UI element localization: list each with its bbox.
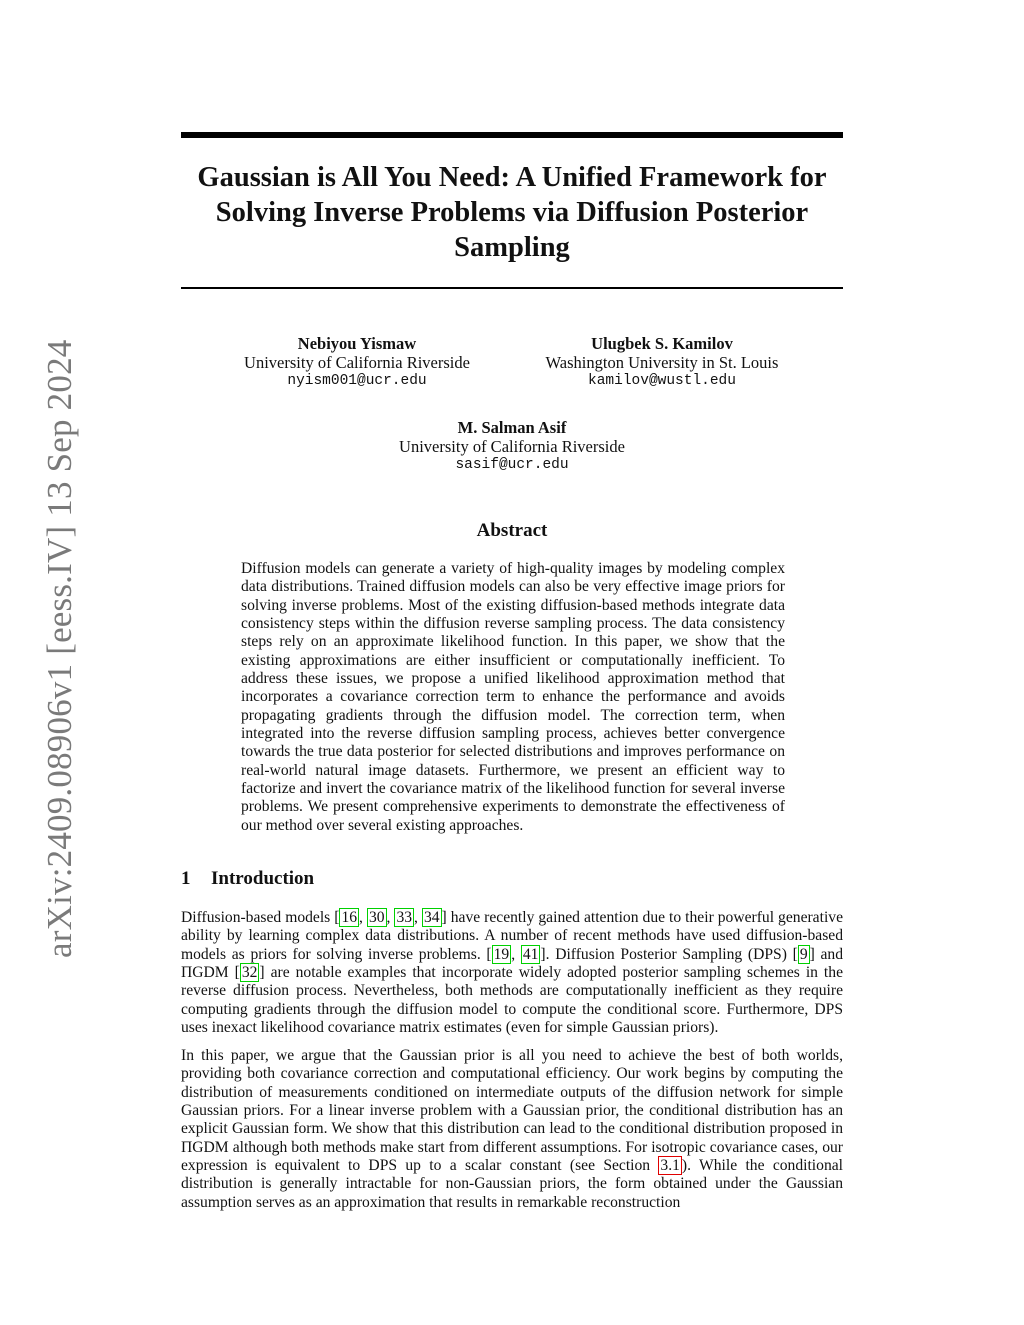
author-block [362, 418, 662, 475]
abstract-heading: Abstract [476, 520, 548, 541]
author-email: kamilov@wustl.edu [588, 373, 736, 389]
text-run: ). While the conditional distribution is generally intractable for non-Gaussian priors, the form obtained under the Gaussian assumption serves as an approximation that results in remarkable reconstruction [181, 1157, 843, 1211]
section-number: 1 [181, 868, 191, 889]
text-run: ] are notable examples that incorporate widely adopted posterior sampling schemes in the reverse diffusion process. Nevertheless, both methods are computationally inefficient as they require computing gradients through the diffusion model to compute the conditional score. Furthermore, DPS uses inexact likelihood covariance matrix estimates (even for simple Gaussian priors). [181, 964, 843, 1037]
text-run: In this paper, we argue that the Gaussian prior is all you need to achieve the best of both worlds, providing both covariance correction and computational efficiency. Our work begins by computing the distribution of measurements conditioned on intermediate outputs of the diffusion network for simple Gaussian priors. For a linear inverse problem with a Gaussian prior, the conditional distribution has an explicit Gaussian form. We show that this distribution can lead to the conditional distribution proposed in ΠGDM although both methods make start from different assumptions. For isotropic covariance cases, our expression is equivalent to DPS up to a scalar constant (see Section [181, 1047, 843, 1175]
author-affiliation: University of California Riverside [244, 353, 470, 372]
author-email: sasif@ucr.edu [455, 457, 569, 473]
intro-paragraph-2 [181, 1047, 843, 1212]
text-run: ] and ΠGDM [ [181, 945, 844, 982]
author-affiliation: University of California Riverside [399, 437, 625, 456]
author-affiliation: Washington University in St. Louis [545, 353, 779, 372]
section-heading [181, 868, 314, 890]
author-name: M. Salman Asif [457, 418, 567, 437]
text-run: ] have recently gained attention due to their powerful generative ability by learning complex data distributions. A number of recent methods have used diffusion-based models as priors for solving inverse problems. [ [181, 909, 843, 963]
text-run: ]. Diffusion Posterior Sampling (DPS) [ [540, 945, 798, 963]
paper-title: Gaussian is All You Need: A Unified Framework for Solving Inverse Problems via Diffusion Posterior Sampling [197, 162, 827, 263]
abstract-text: Diffusion models can generate a variety of high-quality images by modeling complex data distributions. Trained diffusion models can also be very effective image priors for solving inverse problems. Most of the existing diffusion-based methods integrate data consistency steps within the diffusion reverse sampling process. The data consistency steps rely on an approximate likelihood function. In this paper, we show that the existing approximations are either insufficient or computationally inefficient. To address these issues, we propose a unified likelihood approximation method that incorporates a covariance correction term to enhance the performance and avoids propagating gradients through the diffusion model. The correction term, when integrated into the reverse diffusion sampling process, achieves better convergence towards the true data posterior for selected distributions and improves performance on real-world natural image datasets. Furthermore, we present an efficient way to factorize and invert the covariance matrix of the likelihood function for several inverse problems. We present comprehensive experiments to demonstrate the effectiveness of our method over several existing approaches. [241, 560, 785, 834]
author-block [512, 334, 812, 391]
citation-link[interactable]: 16 [341, 909, 358, 926]
author-name: Ulugbek S. Kamilov [591, 334, 733, 353]
text-run: Diffusion-based models [ [181, 909, 340, 926]
arxiv-identifier: arXiv:2409.08906v1 [eess.IV] 13 Sep 2024 [40, 339, 79, 958]
author-email: nyism001@ucr.edu [287, 373, 427, 389]
author-block [207, 334, 507, 391]
citation-link[interactable]: 32 [241, 964, 258, 982]
section-ref-link[interactable]: 3.1 [660, 1157, 680, 1175]
title-bottom-rule [181, 287, 843, 289]
citation-link[interactable]: 9 [799, 945, 808, 963]
citation-link[interactable]: 19 [493, 945, 510, 963]
citation-link[interactable]: 30 [368, 909, 385, 926]
intro-paragraph-1: Diffusion-based models [ 16 , 30 , 33 , 34 ] have recently gained attention due to their powerful generative ability by learning complex data distributions. A number of recent methods have used diffusion-based models as priors for solving inverse problems. [ 19 , 41 ]. Diffusion Posterior Sampling (DPS) [ 9 ] and ΠGDM [ 32 ] are notable examples that incorporate widely adopted posterior sampling schemes in the reverse diffusion process. Nevertheless, both methods are computationally inefficient as they require computing gradients through the diffusion model to compute the conditional score. Furthermore, DPS uses inexact likelihood covariance matrix estimates (even for simple Gaussian priors). [181, 909, 844, 1037]
title-top-rule [181, 132, 843, 138]
section-title: Introduction [211, 868, 315, 889]
citation-link[interactable]: 34 [423, 909, 440, 926]
author-name: Nebiyou Yismaw [297, 334, 417, 353]
citation-link[interactable]: 33 [396, 909, 413, 926]
citation-link[interactable]: 41 [522, 945, 539, 963]
